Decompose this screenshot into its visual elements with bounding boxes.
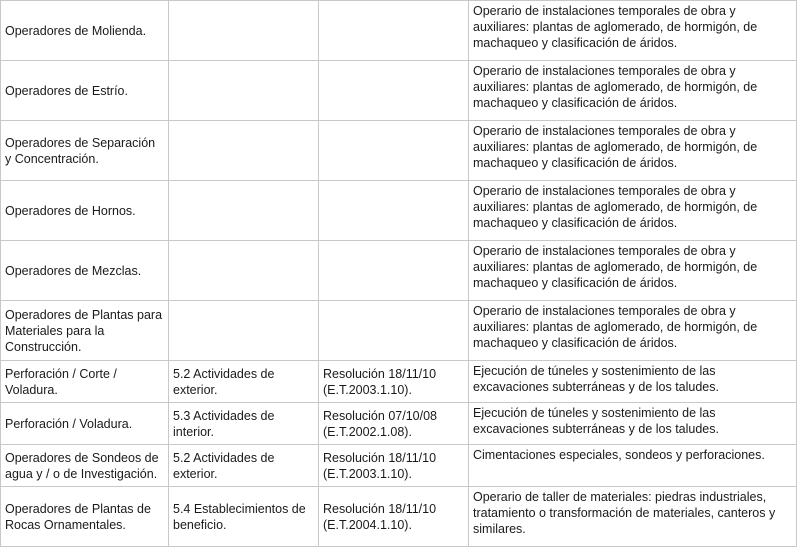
table-row: [1, 301, 797, 361]
equivalence-cell: Operario de instalaciones temporales de obra y auxiliares: plantas de aglomerado, de hormigón, de machaqueo y clasificación de áridos.: [469, 1, 797, 61]
resolution-cell: Resolución 07/10/08 (E.T.2002.1.08).: [319, 403, 469, 445]
activity-cell: 5.3 Actividades de interior.: [169, 403, 319, 445]
resolution-cell: Resolución 18/11/10 (E.T.2004.1.10).: [319, 487, 469, 547]
activity-cell: 5.4 Establecimientos de beneficio.: [169, 487, 319, 547]
equivalence-cell: Operario de instalaciones temporales de obra y auxiliares: plantas de aglomerado, de hormigón, de machaqueo y clasificación de áridos.: [469, 181, 797, 241]
occupation-cell: Perforación / Voladura.: [1, 403, 169, 445]
equivalence-cell: Operario de instalaciones temporales de obra y auxiliares: plantas de aglomerado, de hormigón, de machaqueo y clasificación de áridos.: [469, 61, 797, 121]
resolution-cell: [319, 121, 469, 181]
resolution-cell: Resolución 18/11/10 (E.T.2003.1.10).: [319, 445, 469, 487]
occupation-cell: Operadores de Hornos.: [1, 181, 169, 241]
table-row: [1, 61, 797, 121]
occupation-cell: Perforación / Corte / Voladura.: [1, 361, 169, 403]
equivalence-cell: Ejecución de túneles y sostenimiento de las excavaciones subterráneas y de los taludes.: [469, 403, 797, 445]
occupation-cell: Operadores de Mezclas.: [1, 241, 169, 301]
resolution-cell: [319, 1, 469, 61]
resolution-cell: [319, 301, 469, 361]
activity-cell: [169, 61, 319, 121]
occupation-cell: Operadores de Plantas de Rocas Ornamentales.: [1, 487, 169, 547]
occupation-cell: Operadores de Estrío.: [1, 61, 169, 121]
resolution-cell: Resolución 18/11/10 (E.T.2003.1.10).: [319, 361, 469, 403]
activity-cell: 5.2 Actividades de exterior.: [169, 361, 319, 403]
activity-cell: 5.2 Actividades de exterior.: [169, 445, 319, 487]
table-row: [1, 1, 797, 61]
table-row: [1, 445, 797, 487]
activity-cell: [169, 1, 319, 61]
equivalence-cell: Operario de taller de materiales: piedras industriales, tratamiento o transformación de materiales, canteros y similares.: [469, 487, 797, 547]
resolution-cell: [319, 61, 469, 121]
table-row: [1, 403, 797, 445]
activity-cell: [169, 301, 319, 361]
activity-cell: [169, 181, 319, 241]
equivalence-cell: Ejecución de túneles y sostenimiento de las excavaciones subterráneas y de los taludes.: [469, 361, 797, 403]
occupation-cell: Operadores de Plantas para Materiales para la Construcción.: [1, 301, 169, 361]
equivalence-cell: Cimentaciones especiales, sondeos y perforaciones.: [469, 445, 797, 487]
table-row: [1, 487, 797, 547]
resolution-cell: [319, 241, 469, 301]
equivalence-cell: Operario de instalaciones temporales de obra y auxiliares: plantas de aglomerado, de hormigón, de machaqueo y clasificación de áridos.: [469, 121, 797, 181]
table-row: [1, 361, 797, 403]
activity-cell: [169, 121, 319, 181]
table-row: [1, 121, 797, 181]
resolution-cell: [319, 181, 469, 241]
table-row: [1, 181, 797, 241]
table-row: [1, 241, 797, 301]
equivalence-cell: Operario de instalaciones temporales de obra y auxiliares: plantas de aglomerado, de hormigón, de machaqueo y clasificación de áridos.: [469, 301, 797, 361]
equivalence-cell: Operario de instalaciones temporales de obra y auxiliares: plantas de aglomerado, de hormigón, de machaqueo y clasificación de áridos.: [469, 241, 797, 301]
activity-cell: [169, 241, 319, 301]
occupation-cell: Operadores de Molienda.: [1, 1, 169, 61]
occupation-cell: Operadores de Sondeos de agua y / o de Investigación.: [1, 445, 169, 487]
occupation-cell: Operadores de Separación y Concentración.: [1, 121, 169, 181]
